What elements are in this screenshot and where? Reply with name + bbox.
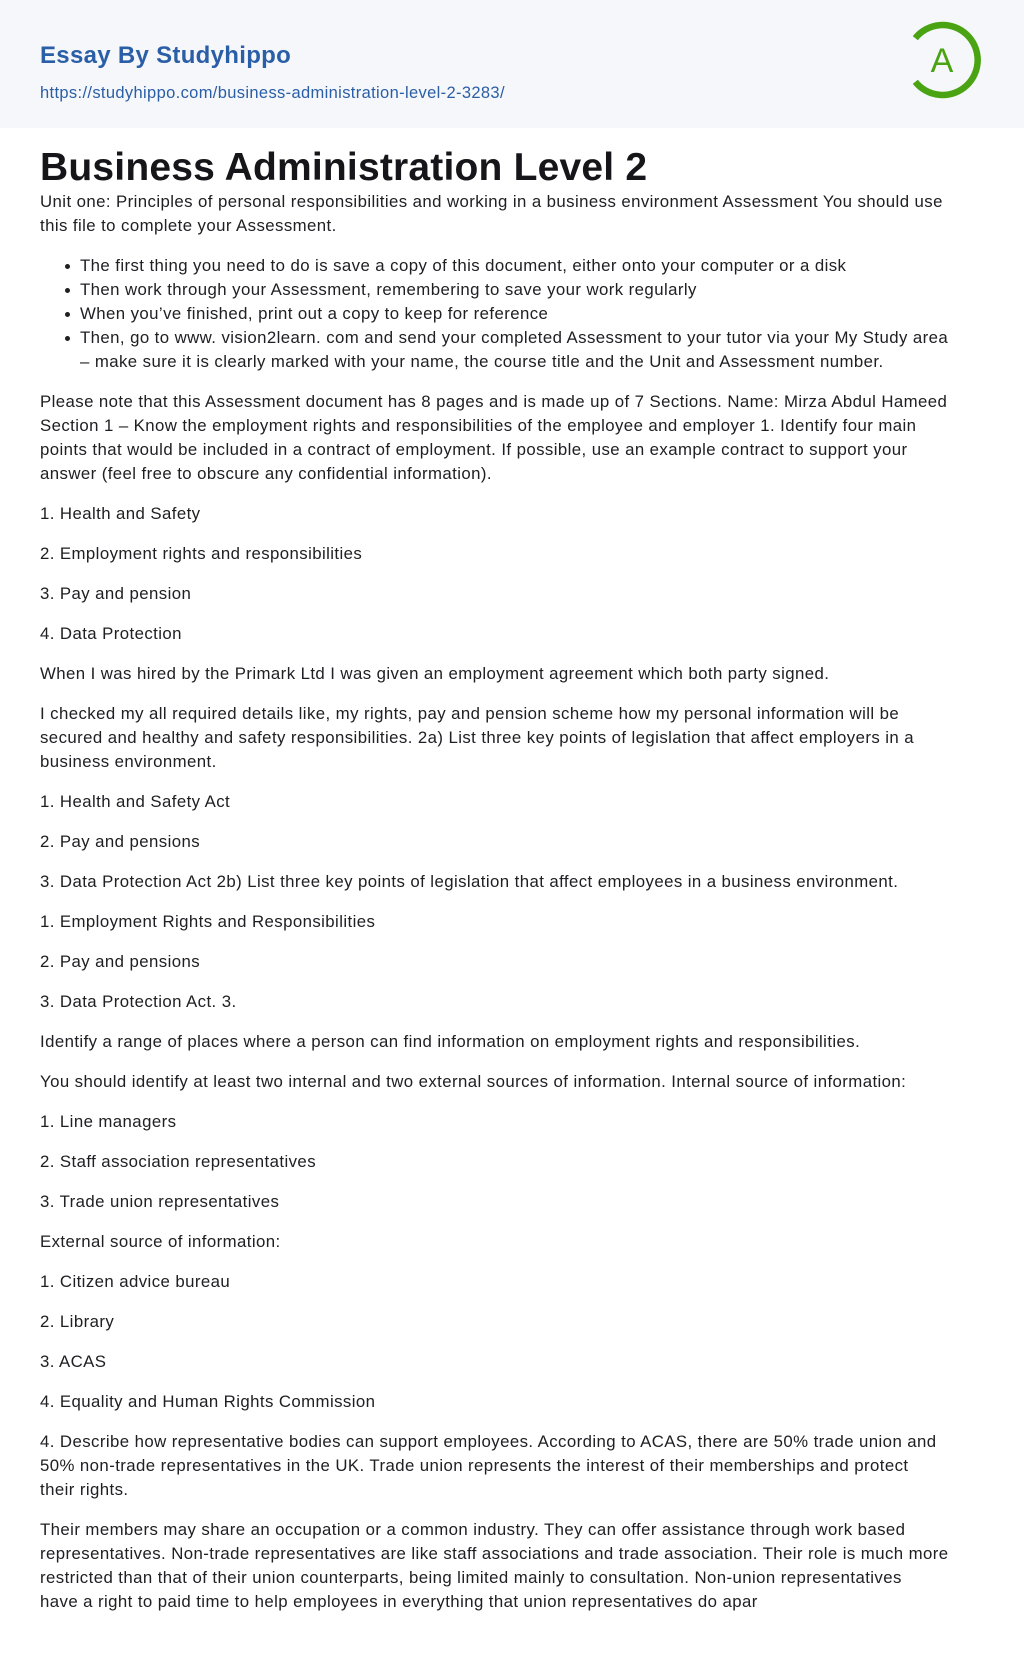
list-item: Then, go to www. vision2learn. com and send your completed Assessment to your tutor via your My Study area – make sure it is clearly marked with your name, the course title and the Unit and Assessment number. [40,326,984,374]
essay-paragraph: 3. Trade union representatives [40,1192,280,1211]
essay-paragraph: 1. Employment Rights and Responsibilities [40,912,376,931]
essay-paragraph: 3. Data Protection Act 2b) List three key points of legislation that affect employees in a business environment. [40,872,899,891]
intro-paragraph: Unit one: Principles of personal responsibilities and working in a business environment Assessment You should use this file to complete your Assessment. [40,192,943,235]
essay-paragraph: Please note that this Assessment document has 8 pages and is made up of 7 Sections. Name: Mirza Abdul Hameed Section 1 – Know the employment rights and responsibilities of the employee and employer 1. Identify four main points that would be included in a contract of employment. If possible, use an example contract to support your answer (feel free to obscure any confidential information). [40,392,948,483]
essay-paragraph: 1. Health and Safety Act [40,792,231,811]
essay-paragraph: 3. ACAS [40,1352,107,1371]
essay-paragraph: Their members may share an occupation or a common industry. They can offer assistance through work based representatives. Non-trade representatives are like staff associations and trade association. Their role is much more restricted than that of their union counterparts, being limited mainly to consultation. Non-union representatives have a right to paid time to help employees in everything that union representatives do apar [40,1520,949,1611]
site-header [0,0,1024,128]
bullet-icon [65,288,70,293]
essay-paragraph: 4. Equality and Human Rights Commission [40,1392,376,1411]
essay-paragraph: I checked my all required details like, my rights, pay and pension scheme how my personal information will be secured and healthy and safety responsibilities. 2a) List three key points of legislation that affect employers in a business environment. [40,704,914,771]
essay-paragraph: 1. Line managers [40,1112,177,1131]
essay-url-link[interactable]: https://studyhippo.com/business-administration-level-2-3283/ [40,84,505,102]
essay-paragraph: 3. Pay and pension [40,584,192,603]
bullet-icon [65,312,70,317]
bullet-icon [65,264,70,269]
essay-paragraph: 1. Citizen advice bureau [40,1272,231,1291]
essay-paragraph: 4. Describe how representative bodies can support employees. According to ACAS, there are 50% trade union and 50% non-trade representatives in the UK. Trade union represents the interest of their memberships and protect their rights. [40,1432,937,1499]
essay-paragraph: External source of information: [40,1232,281,1251]
essay-paragraph: 2. Pay and pensions [40,952,201,971]
essay-paragraph: You should identify at least two internal and two external sources of information. Internal source of information: [40,1072,907,1091]
site-title: Essay By Studyhippo [40,42,292,69]
essay-paragraph: 4. Data Protection [40,624,182,643]
instructions-list [40,254,984,374]
essay-paragraph: 1. Health and Safety [40,504,201,523]
essay-paragraph: 3. Data Protection Act. 3. [40,992,237,1011]
studyhippo-a-logo-icon[interactable] [903,18,987,102]
list-item: The first thing you need to do is save a copy of this document, either onto your computer or a disk [40,254,984,278]
essay-paragraph: When I was hired by the Primark Ltd I was given an employment agreement which both party signed. [40,664,830,683]
list-item: When you’ve finished, print out a copy to keep for reference [40,302,984,326]
essay-paragraph: 2. Staff association representatives [40,1152,316,1171]
essay-paragraph: 2. Employment rights and responsibilities [40,544,363,563]
essay-paragraph: 2. Library [40,1312,115,1331]
essay-paragraph: 2. Pay and pensions [40,832,201,851]
bullet-icon [65,336,70,341]
page-title: Business Administration Level 2 [40,146,648,189]
essay-paragraph: Identify a range of places where a person can find information on employment rights and responsibilities. [40,1032,861,1051]
svg-text:A: A [930,42,954,80]
essay-body [40,390,984,1614]
list-item: Then work through your Assessment, remembering to save your work regularly [40,278,984,302]
